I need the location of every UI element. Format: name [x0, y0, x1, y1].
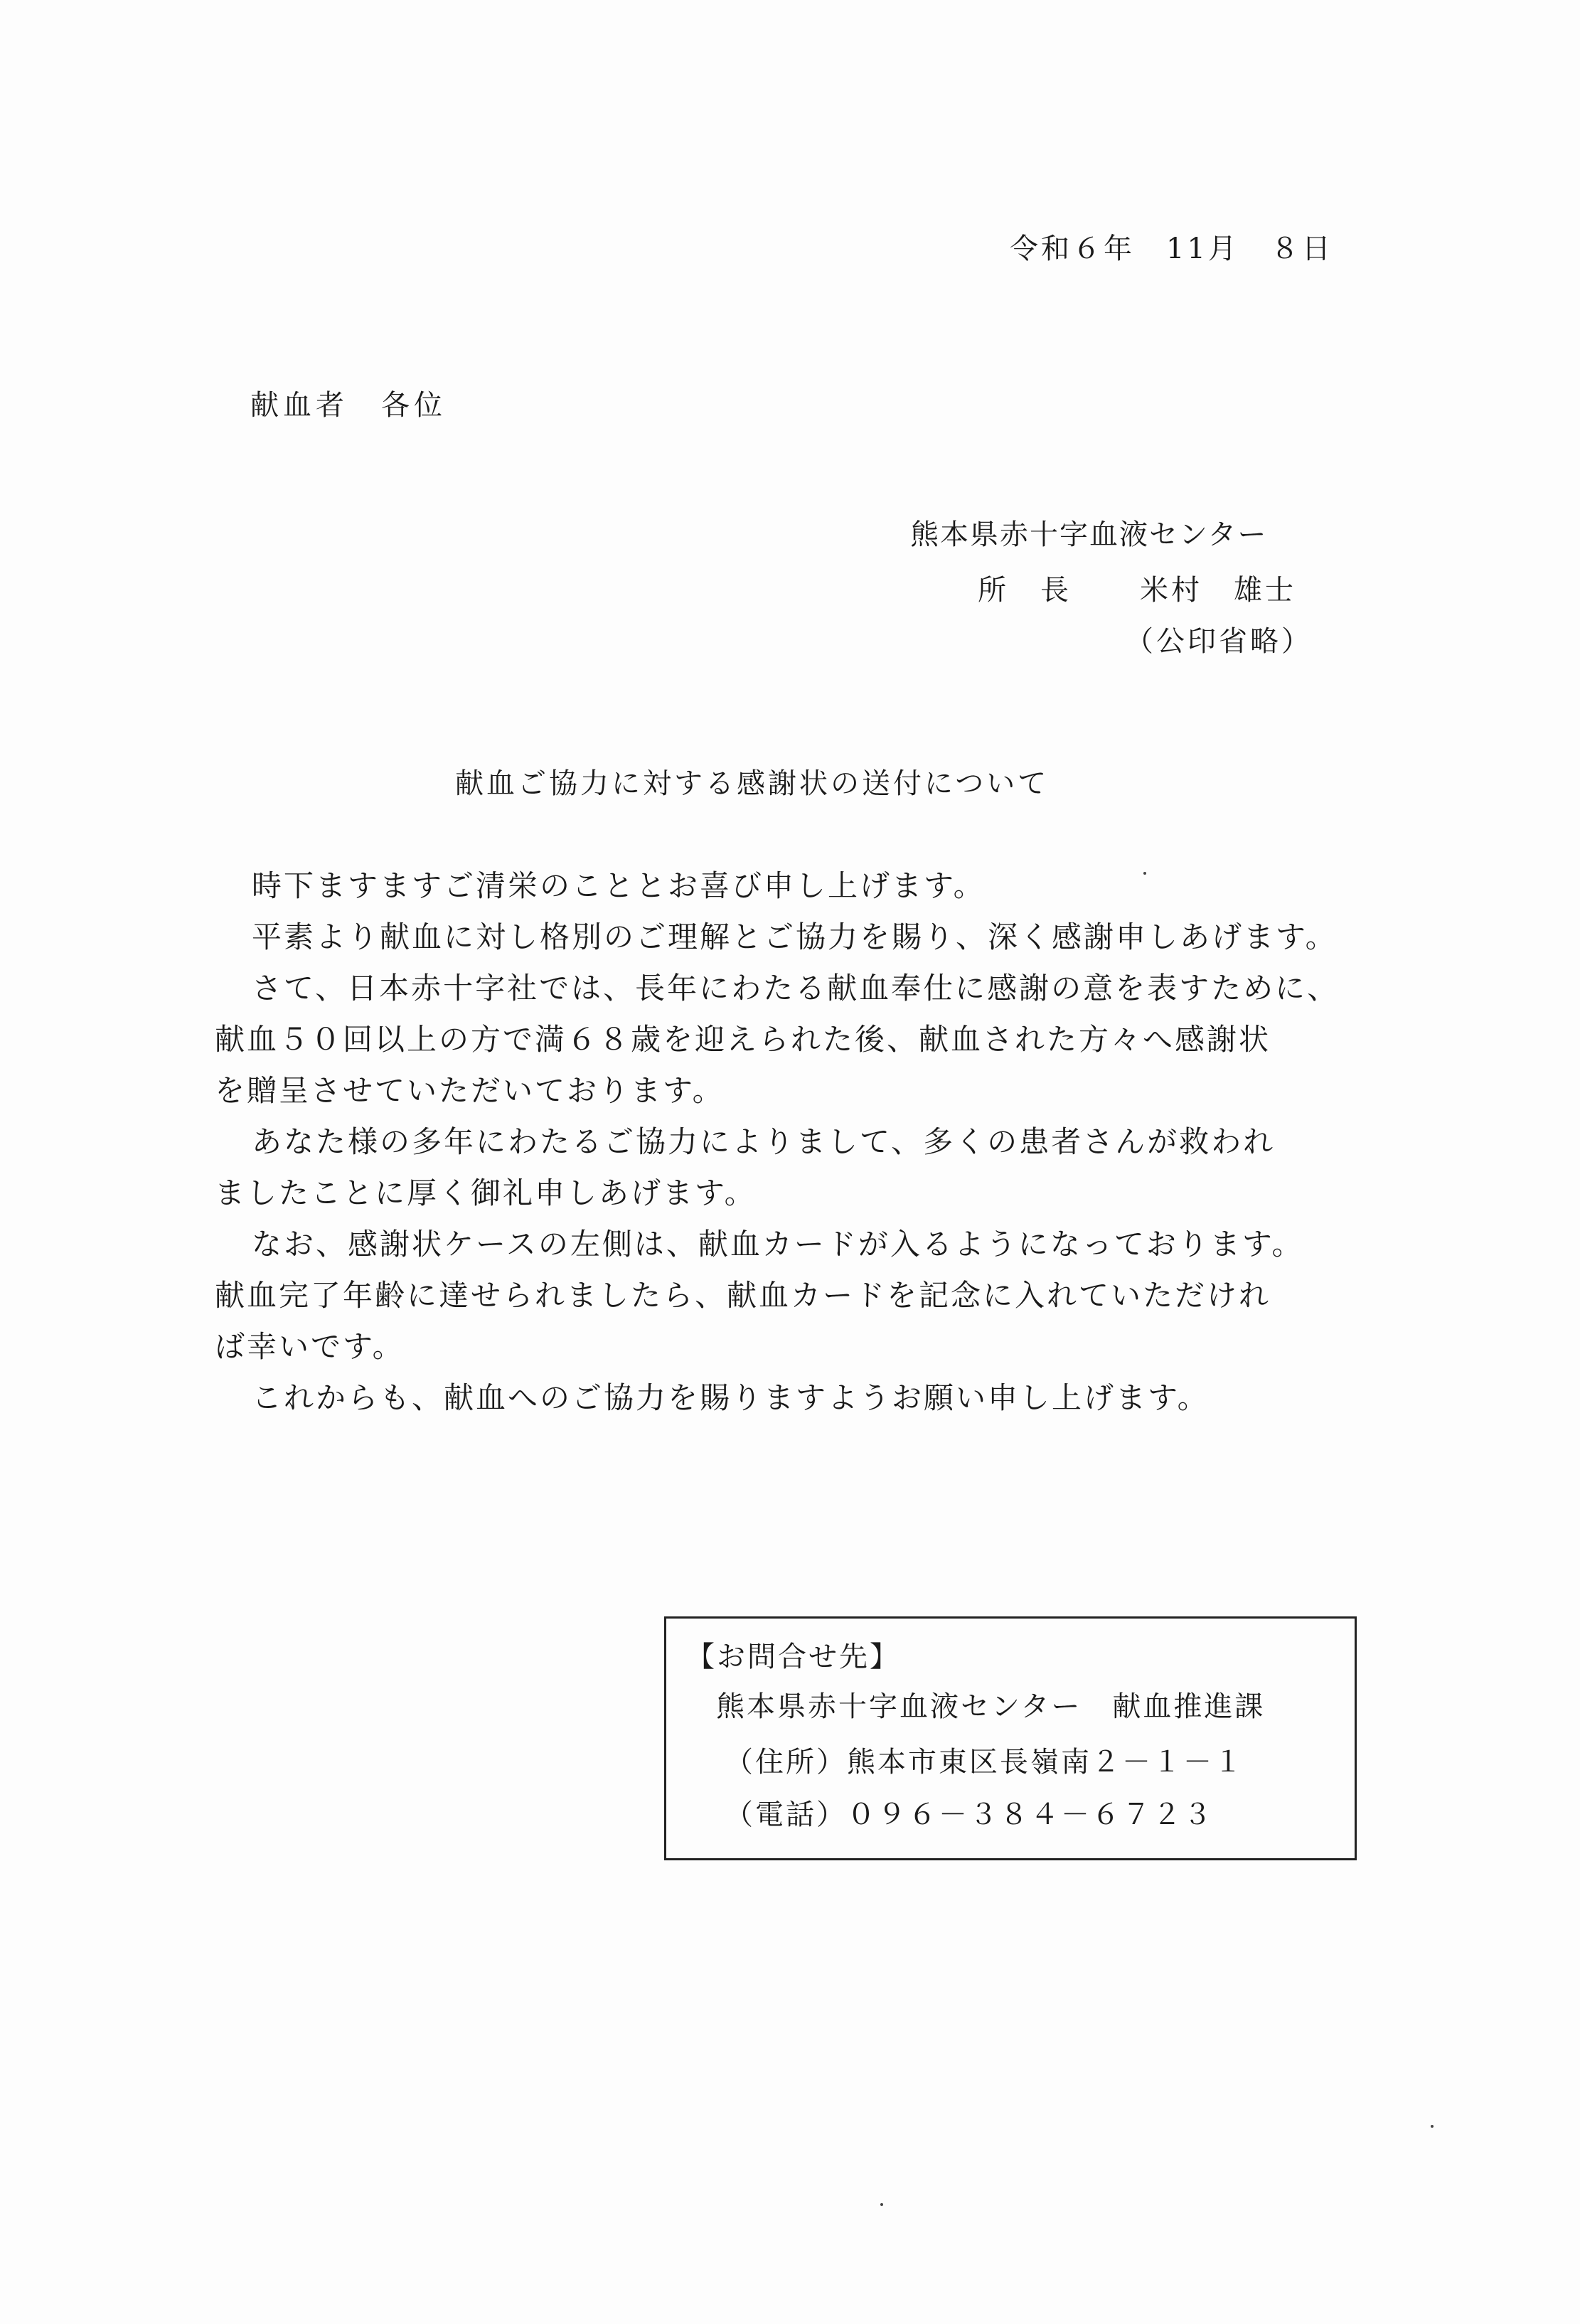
- scan-speck: [1431, 2125, 1434, 2128]
- body-line: これからも、献血へのご協力を賜りますようお願い申し上げます。: [252, 1380, 1210, 1415]
- contact-department: 熊本県赤十字血液センター 献血推進課: [716, 1690, 1266, 1723]
- letter-subject: 献血ご協力に対する感謝状の送付について: [455, 767, 1050, 800]
- body-line: 献血５０回以上の方で満６８歳を迎えられた後、献血された方々へ感謝状: [215, 1022, 1271, 1057]
- contact-box: [664, 1616, 1357, 1860]
- body-line: さて、日本赤十字社では、長年にわたる献血奉仕に感謝の意を表すために、: [252, 971, 1340, 1006]
- body-line: なお、感謝状ケースの左側は、献血カードが入るようになっております。: [252, 1227, 1304, 1262]
- letter-body: [215, 860, 1381, 1424]
- director-name: 米村 雄士: [1140, 574, 1296, 607]
- body-line: ましたことに厚く御礼申しあげます。: [215, 1176, 757, 1210]
- sender-director: [978, 567, 1296, 608]
- body-line: ば幸いです。: [215, 1329, 405, 1364]
- letter-date: 令和６年 11月 ８日: [1010, 233, 1333, 265]
- body-line: 平素より献血に対し格別のご理解とご協力を賜り、深く感謝申しあげます。: [252, 920, 1338, 954]
- scan-speck: [1143, 872, 1146, 875]
- director-title: 所 長: [978, 574, 1072, 607]
- contact-phone: （電話）０９６－３８４－６７２３: [725, 1798, 1214, 1831]
- contact-heading: 【お問合せ先】: [686, 1641, 900, 1673]
- body-line: 献血完了年齢に達せられましたら、献血カードを記念に入れていただけれ: [215, 1278, 1271, 1313]
- body-line: あなた様の多年にわたるご協力によりまして、多くの患者さんが救われ: [252, 1124, 1276, 1159]
- body-line: を贈呈させていただいております。: [215, 1073, 725, 1108]
- recipient-line: 献血者 各位: [250, 389, 447, 422]
- seal-note: （公印省略）: [1125, 625, 1313, 658]
- scan-speck: [880, 2203, 883, 2206]
- contact-address: （住所）熊本市東区長嶺南２－１－１: [725, 1746, 1244, 1779]
- sender-organization: 熊本県赤十字血液センター: [910, 518, 1268, 551]
- body-line: 時下ますますご清栄のこととお喜び申し上げます。: [252, 868, 986, 903]
